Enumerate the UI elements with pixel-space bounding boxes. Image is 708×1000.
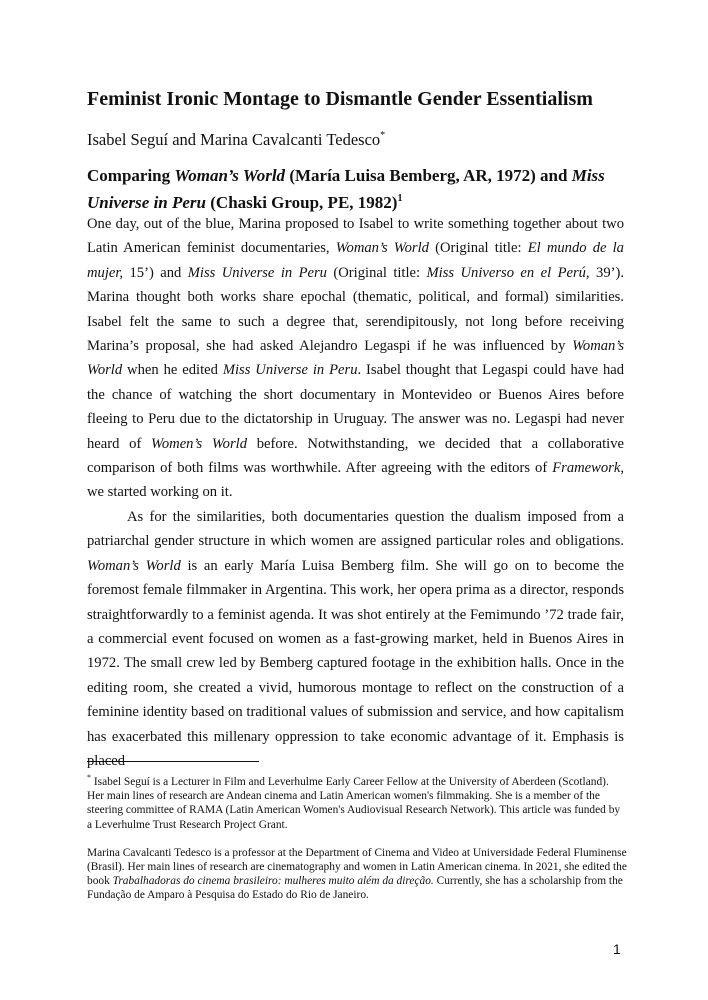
paragraph [87,212,624,505]
footnote-divider [87,761,259,762]
footnote [87,846,627,903]
paragraph [87,505,624,773]
paper-title: Feminist Ironic Montage to Dismantle Gender Essentialism [87,88,593,110]
section-heading-text: Comparing [87,166,175,185]
section-heading-film-title: Miss Universe in Peru [87,166,605,212]
footnote-book-title: Trabalhadoras do cinema brasileiro: mulheres muito além da direção. [112,875,434,888]
section-heading-text: (Chaski Group, PE, 1982) [206,193,398,212]
section-heading [87,164,627,214]
author-footnote-marker: * [380,130,386,141]
author-names: Isabel Seguí and Marina Cavalcanti Tedesco [87,130,381,149]
author-line [87,126,647,150]
section-heading-film-title: Woman’s World [174,166,286,185]
italic-run: Woman’s World [335,240,429,257]
page-number: 1 [613,941,621,957]
footnote-text: Currently, she has a scholarship from the Fundação de Amparo à Pesquisa do Estado do Rio de Janeiro. [87,875,623,902]
italic-run: Miss Universe in Peru [222,362,358,379]
text-run: is an early María Luisa Bemberg film. She will go on to become the foremost female filmmaker in Argentina. This work, her opera prima as a director, responds straightforwardly to a feminist agenda. It was shot entirely at the Femimundo ’72 trade fair, a commercial event focused on women as a fast-growing market, held in Buenos Aires in 1972. The small crew led by Bemberg captured footage in the exhibition halls. Once in the editing room, she created a vivid, humorous montage to reflect on the construction of a feminine identity based on traditional values of submission and service, and how capitalism has exacerbated this millenary oppression to take economic advantage of it. Emphasis is placed [87,557,624,769]
italic-run: El mundo de la mujer, [87,240,624,281]
footnote-text: Marina Cavalcanti Tedesco is a professor at the Department of Cinema and Video at Universidade Federal Fluminense (Brasil). Her main lines of research are cinematography and women in Latin American cinema. In 2021, she edited the book [87,846,627,888]
italic-run: Woman’s World [87,557,181,574]
text-run: One day, out of the blue, Marina proposed to Isabel to write something together about two Latin American feminist documentaries, [87,216,624,257]
italic-run: Framework [552,460,621,477]
body-text [87,212,624,773]
text-run: 39’). Marina thought both works share epochal (thematic, political, and formal) similarities. Isabel felt the same to such a degree that, serendipitously, not long before receiving Marina’s proposal, she had asked Alejandro Legaspi if he was influenced by [87,264,624,355]
italic-run: Women’s World [151,435,248,452]
italic-run: Woman’s World [87,338,624,379]
text-run: . Isabel thought that Legaspi could have had the chance of watching the short documentary in Montevideo or Buenos Aires before fleeing to Peru due to the dictatorship in Uruguay. The answer was no. Legaspi had never heard of [87,362,625,452]
text-run: As for the similarities, both documentaries question the dualism imposed from a patriarchal gender structure in which women are assigned particular roles and obligations. [87,508,624,550]
italic-run: Miss Universe in Peru [187,264,327,281]
text-run: (Original title: [326,264,427,281]
footnotes [87,771,627,917]
footnote-marker: * [87,773,91,782]
footnote-text: Isabel Seguí is a Lecturer in Film and Leverhulme Early Career Fellow at the University of Aberdeen (Scotland). Her main lines of research are Andean cinema and Latin American women's filmmaking. She is a member of the steering committee of RAMA (Latin American Women's Audiovisual Research Network). This article was funded by a Leverhulme Trust Research Project Grant. [87,776,621,831]
footnote-reference: 1 [397,193,403,204]
section-heading-text: (María Luisa Bemberg, AR, 1972) and [285,166,572,185]
text-run: , we started working on it. [87,460,624,501]
text-run: (Original title: [428,240,528,257]
text-run: before. Notwithstanding, we decided that a collaborative comparison of both films was worthwhile. After agreeing with the editors of [87,435,624,477]
text-run: 15’) and [123,264,188,281]
footnote [87,771,627,832]
text-run: when he edited [122,362,223,379]
italic-run: Miss Universo en el Perú, [426,264,590,281]
